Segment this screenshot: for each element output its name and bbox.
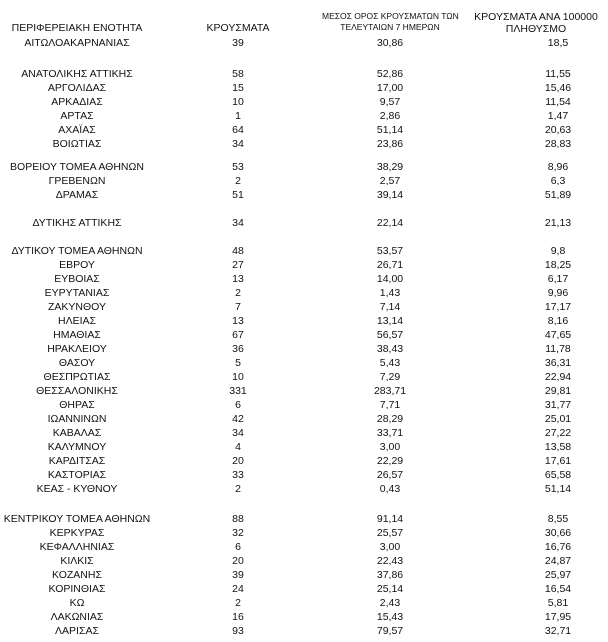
table-row — [0, 540, 608, 554]
seven-day-average-value: 14,00 — [376, 273, 404, 285]
region-name: ΚΑΒΑΛΑΣ — [52, 427, 102, 439]
table-row — [0, 174, 608, 188]
region-name: ΚΑΡΔΙΤΣΑΣ — [48, 455, 106, 467]
cases-value: 58 — [232, 68, 244, 80]
header-cases: ΚΡΟΥΣΜΑΤΑ — [206, 22, 270, 34]
table-row — [0, 216, 608, 230]
cases-per-100000-value: 17,17 — [544, 301, 572, 313]
cases-per-100000-value: 17,95 — [544, 611, 572, 623]
seven-day-average-value: 91,14 — [376, 513, 404, 525]
table-row — [0, 300, 608, 314]
seven-day-average-value: 22,14 — [376, 217, 404, 229]
cases-value: 7 — [235, 301, 241, 313]
cases-value: 20 — [232, 555, 244, 567]
seven-day-average-value: 283,71 — [373, 385, 407, 397]
seven-day-average-value: 23,86 — [376, 138, 404, 150]
cases-per-100000-value: 51,14 — [544, 483, 572, 495]
cases-value: 34 — [232, 427, 244, 439]
cases-per-100000-value: 36,31 — [544, 357, 572, 369]
cases-value: 16 — [232, 611, 244, 623]
seven-day-average-value: 26,57 — [376, 469, 404, 481]
cases-per-100000-value: 25,01 — [544, 413, 572, 425]
table-row — [0, 398, 608, 412]
cases-value: 42 — [232, 413, 244, 425]
region-name: ΙΩΑΝΝΙΝΩΝ — [47, 413, 107, 425]
table-row — [0, 137, 608, 151]
seven-day-average-value: 38,29 — [376, 161, 404, 173]
cases-per-100000-value: 9,96 — [547, 287, 569, 299]
seven-day-average-value: 1,43 — [379, 287, 401, 299]
seven-day-average-value: 22,43 — [376, 555, 404, 567]
cases-value: 331 — [229, 385, 247, 397]
table-row — [0, 512, 608, 526]
cases-value: 6 — [235, 541, 241, 553]
cases-per-100000-value: 15,46 — [544, 82, 572, 94]
region-name: ΚΕΝΤΡΙΚΟΥ ΤΟΜΕΑ ΑΘΗΝΩΝ — [3, 513, 151, 525]
cases-per-100000-value: 8,16 — [547, 315, 569, 327]
seven-day-average-value: 2,43 — [379, 597, 401, 609]
region-name: ΗΡΑΚΛΕΙΟΥ — [47, 343, 107, 355]
table-row — [0, 440, 608, 454]
table-row — [0, 610, 608, 624]
region-name: ΒΟΙΩΤΙΑΣ — [52, 138, 102, 150]
table-row — [0, 244, 608, 258]
table-row — [0, 370, 608, 384]
region-name: ΚΙΛΚΙΣ — [60, 555, 94, 567]
cases-per-100000-value: 51,89 — [544, 189, 572, 201]
seven-day-average-value: 5,43 — [379, 357, 401, 369]
cases-value: 93 — [232, 625, 244, 637]
cases-value: 36 — [232, 343, 244, 355]
cases-per-100000-value: 31,77 — [544, 399, 572, 411]
table-row — [0, 286, 608, 300]
cases-per-100000-value: 18,25 — [544, 259, 572, 271]
seven-day-average-value: 15,43 — [376, 611, 404, 623]
cases-value: 2 — [235, 597, 241, 609]
cases-value: 39 — [232, 37, 244, 49]
cases-value: 24 — [232, 583, 244, 595]
region-name: ΑΙΤΩΛΟΑΚΑΡΝΑΝΙΑΣ — [24, 37, 130, 49]
cases-value: 39 — [232, 569, 244, 581]
seven-day-average-value: 25,14 — [376, 583, 404, 595]
region-name: ΚΕΦΑΛΛΗΝΙΑΣ — [39, 541, 115, 553]
table-row — [0, 342, 608, 356]
region-name: ΑΡΓΟΛΙΔΑΣ — [47, 82, 107, 94]
cases-value: 15 — [232, 82, 244, 94]
cases-per-100000-value: 20,63 — [544, 124, 572, 136]
cases-per-100000-value: 6,17 — [547, 273, 569, 285]
region-name: ΔΡΑΜΑΣ — [55, 189, 99, 201]
region-name: ΚΟΖΑΝΗΣ — [52, 569, 102, 581]
region-name: ΚΑΛΥΜΝΟΥ — [47, 441, 107, 453]
seven-day-average-value: 53,57 — [376, 245, 404, 257]
table-row — [0, 356, 608, 370]
seven-day-average-value: 9,57 — [379, 96, 401, 108]
cases-value: 64 — [232, 124, 244, 136]
region-name: ΓΡΕΒΕΝΩΝ — [48, 175, 106, 187]
seven-day-average-value: 28,29 — [376, 413, 404, 425]
seven-day-average-value: 7,29 — [379, 371, 401, 383]
table-row — [0, 482, 608, 496]
cases-per-100000-value: 25,97 — [544, 569, 572, 581]
cases-per-100000-value: 1,47 — [547, 110, 569, 122]
cases-per-100000-value: 16,76 — [544, 541, 572, 553]
cases-per-100000-value: 11,55 — [545, 68, 571, 80]
seven-day-average-value: 3,00 — [379, 441, 401, 453]
seven-day-average-value: 37,86 — [376, 569, 404, 581]
seven-day-average-value: 30,86 — [376, 37, 404, 49]
cases-per-100000-value: 6,3 — [550, 175, 566, 187]
table-row — [0, 258, 608, 272]
region-name: ΚΩ — [69, 597, 85, 609]
cases-per-100000-value: 28,83 — [544, 138, 572, 150]
cases-value: 2 — [235, 287, 241, 299]
cases-per-100000-value: 29,81 — [544, 385, 572, 397]
seven-day-average-value: 0,43 — [379, 483, 401, 495]
seven-day-average-value: 25,57 — [376, 527, 404, 539]
region-name: ΘΗΡΑΣ — [59, 399, 95, 411]
seven-day-average-value: 26,71 — [376, 259, 404, 271]
cases-value: 10 — [232, 371, 244, 383]
region-name: ΛΑΡΙΣΑΣ — [55, 625, 99, 637]
region-name: ΚΑΣΤΟΡΙΑΣ — [47, 469, 107, 481]
region-name: ΔΥΤΙΚΗΣ ΑΤΤΙΚΗΣ — [32, 217, 122, 229]
cases-value: 88 — [232, 513, 244, 525]
table-row — [0, 526, 608, 540]
region-name: ΑΡΚΑΔΙΑΣ — [51, 96, 103, 108]
region-name: ΛΑΚΩΝΙΑΣ — [50, 611, 104, 623]
cases-value: 34 — [232, 138, 244, 150]
cases-per-100000-value: 17,61 — [544, 455, 572, 467]
cases-per-100000-value: 11,78 — [545, 343, 571, 355]
cases-value: 6 — [235, 399, 241, 411]
seven-day-average-value: 13,14 — [376, 315, 404, 327]
table-row — [0, 426, 608, 440]
cases-value: 2 — [235, 175, 241, 187]
header-cases-per-100000-line1: ΚΡΟΥΣΜΑΤΑ ΑΝΑ 100000 — [474, 11, 598, 23]
cases-per-100000-value: 22,94 — [544, 371, 572, 383]
table-row — [0, 188, 608, 202]
region-name: ΚΕΡΚΥΡΑΣ — [49, 527, 105, 539]
table-row — [0, 123, 608, 137]
cases-per-100000-value: 16,54 — [544, 583, 572, 595]
table-row — [0, 582, 608, 596]
cases-per-100000-value: 32,71 — [544, 625, 572, 637]
header-cases-per-100000-line2: ΠΛΗΘΥΣΜΟ — [505, 23, 567, 35]
region-name: ΗΜΑΘΙΑΣ — [53, 329, 101, 341]
header-7day-average-line1: ΜΕΣΟΣ ΟΡΟΣ ΚΡΟΥΣΜΑΤΩΝ ΤΩΝ — [322, 11, 459, 21]
seven-day-average-value: 3,00 — [379, 541, 401, 553]
cases-value: 32 — [232, 527, 244, 539]
region-name: ΑΝΑΤΟΛΙΚΗΣ ΑΤΤΙΚΗΣ — [21, 68, 133, 80]
cases-value: 27 — [232, 259, 244, 271]
table-row — [0, 160, 608, 174]
cases-value: 13 — [232, 315, 244, 327]
cases-value: 34 — [232, 217, 244, 229]
table-row — [0, 554, 608, 568]
cases-value: 51 — [232, 189, 244, 201]
cases-per-100000-value: 13,58 — [544, 441, 572, 453]
cases-per-100000-value: 5,81 — [547, 597, 569, 609]
cases-value: 33 — [232, 469, 244, 481]
seven-day-average-value: 51,14 — [376, 124, 404, 136]
cases-value: 10 — [232, 96, 244, 108]
cases-per-100000-value: 65,58 — [544, 469, 572, 481]
region-name: ΒΟΡΕΙΟΥ ΤΟΜΕΑ ΑΘΗΝΩΝ — [10, 161, 144, 173]
cases-value: 5 — [235, 357, 241, 369]
cases-value: 53 — [232, 161, 244, 173]
table-row — [0, 468, 608, 482]
cases-per-100000-value: 11,54 — [545, 96, 571, 108]
region-name: ΗΛΕΙΑΣ — [57, 315, 96, 327]
region-name: ΕΒΡΟΥ — [59, 259, 95, 271]
region-name: ΚΟΡΙΝΘΙΑΣ — [48, 583, 106, 595]
seven-day-average-value: 2,57 — [379, 175, 401, 187]
cases-per-100000-value: 47,65 — [544, 329, 572, 341]
region-name: ΔΥΤΙΚΟΥ ΤΟΜΕΑ ΑΘΗΝΩΝ — [11, 245, 143, 257]
table-row — [0, 384, 608, 398]
seven-day-average-value: 7,14 — [379, 301, 401, 313]
header-region: ΠΕΡΙΦΕΡΕΙΑΚΗ ΕΝΟΤΗΤΑ — [11, 22, 143, 34]
cases-per-100000-value: 8,96 — [547, 161, 569, 173]
cases-per-100000-value: 24,87 — [544, 555, 572, 567]
cases-value: 48 — [232, 245, 244, 257]
cases-value: 13 — [232, 273, 244, 285]
table-row — [0, 328, 608, 342]
cases-value: 20 — [232, 455, 244, 467]
cases-per-100000-value: 9,8 — [550, 245, 566, 257]
table-row — [0, 568, 608, 582]
table-row — [0, 596, 608, 610]
cases-per-100000-value: 30,66 — [544, 527, 572, 539]
region-name: ΚΕΑΣ - ΚΥΘΝΟΥ — [36, 483, 118, 495]
seven-day-average-value: 22,29 — [376, 455, 404, 467]
region-name: ΘΕΣΣΑΛΟΝΙΚΗΣ — [36, 385, 118, 397]
seven-day-average-value: 2,86 — [379, 110, 401, 122]
table-row — [0, 272, 608, 286]
header-7day-average-line2: ΤΕΛΕΥΤΑΙΩΝ 7 ΗΜΕΡΩΝ — [340, 22, 440, 32]
cases-value: 1 — [235, 110, 241, 122]
table-row — [0, 624, 608, 638]
seven-day-average-value: 56,57 — [376, 329, 404, 341]
cases-value: 2 — [235, 483, 241, 495]
table-row — [0, 95, 608, 109]
table-row — [0, 67, 608, 81]
table-row — [0, 109, 608, 123]
seven-day-average-value: 7,71 — [379, 399, 401, 411]
seven-day-average-value: 17,00 — [376, 82, 404, 94]
region-name: ΘΑΣΟΥ — [58, 357, 96, 369]
seven-day-average-value: 79,57 — [376, 625, 404, 637]
seven-day-average-value: 33,71 — [376, 427, 404, 439]
cases-value: 4 — [235, 441, 241, 453]
table-row — [0, 412, 608, 426]
cases-per-100000-value: 21,13 — [544, 217, 572, 229]
region-name: ΕΥΒΟΙΑΣ — [54, 273, 100, 285]
table-row — [0, 454, 608, 468]
seven-day-average-value: 39,14 — [376, 189, 404, 201]
region-name: ΑΡΤΑΣ — [60, 110, 94, 122]
cases-value: 67 — [232, 329, 244, 341]
region-name: ΕΥΡΥΤΑΝΙΑΣ — [44, 287, 110, 299]
seven-day-average-value: 38,43 — [376, 343, 404, 355]
region-name: ΘΕΣΠΡΩΤΙΑΣ — [43, 371, 111, 383]
cases-per-100000-value: 18,5 — [547, 37, 569, 49]
table-row — [0, 81, 608, 95]
seven-day-average-value: 52,86 — [376, 68, 404, 80]
cases-per-100000-value: 8,55 — [547, 513, 569, 525]
region-name: ΖΑΚΥΝΘΟΥ — [47, 301, 106, 313]
cases-per-100000-value: 27,22 — [544, 427, 572, 439]
table-row — [0, 37, 608, 54]
table-row — [0, 314, 608, 328]
region-name: ΑΧΑΪΑΣ — [58, 124, 96, 136]
